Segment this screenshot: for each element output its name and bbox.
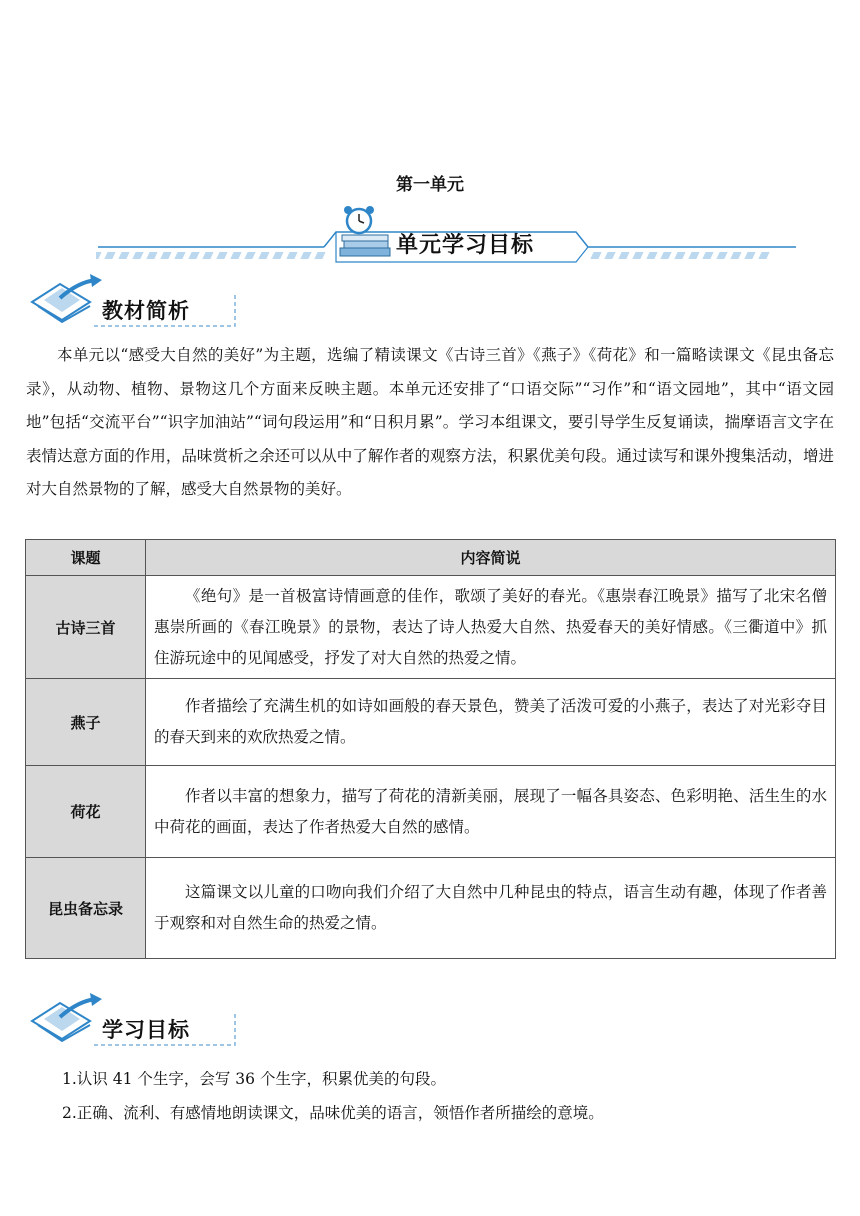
- row-topic: 古诗三首: [26, 576, 146, 679]
- row-summary: 这篇课文以儿童的口吻向我们介绍了大自然中几种昆虫的特点，语言生动有趣，体现了作者善于观察和对自然生命的热爱之情。: [146, 858, 836, 959]
- table-row: [26, 858, 836, 959]
- row-summary: 《绝句》是一首极富诗情画意的佳作，歌颂了美好的春光。《惠崇春江晚景》描写了北宋名僧惠崇所画的《春江晚景》的景物，表达了诗人热爱大自然、热爱春天的美好情感。《三衢道中》抓住游玩途中的见闻感受，抒发了对大自然的热爱之情。: [146, 576, 836, 679]
- unit-title: 第一单元: [396, 175, 464, 195]
- books-icon: [340, 235, 390, 256]
- column-header-topic: 课题: [26, 540, 146, 576]
- alarm-clock-icon: [344, 206, 374, 233]
- goals-list: [62, 1062, 604, 1130]
- table-row: [26, 766, 836, 858]
- table-row: [26, 576, 836, 679]
- section-heading-label: 教材简析: [102, 299, 190, 323]
- banner-right-stripe: [590, 252, 769, 259]
- section-heading-label: 学习目标: [102, 1018, 190, 1042]
- intro-paragraph: 本单元以“感受大自然的美好”为主题，选编了精读课文《古诗三首》《燕子》《荷花》和一篇略读课文《昆虫备忘录》，从动物、植物、景物这几个方面来反映主题。本单元还安排了“口语交际”“习作”和“语文园地”，其中“语文园地”包括“交流平台”“识字加油站”“词句段运用”和“日积月累”。学习本组课文，要引导学生反复诵读，揣摩语言文字在表情达意方面的作用，品味赏析之余还可以从中了解作者的观察方法，积累优美句段。通过读写和课外搜集活动，增进对大自然景物的了解，感受大自然景物的美好。: [26, 346, 834, 498]
- column-header-summary: 内容简说: [146, 540, 836, 576]
- table-row: [26, 679, 836, 766]
- lesson-table: [25, 539, 836, 959]
- row-topic: 燕子: [26, 679, 146, 766]
- goal-item: 2.正确、流利、有感情地朗读课文，品味优美的语言，领悟作者所描绘的意境。: [62, 1104, 604, 1122]
- banner-left-stripe: [96, 252, 326, 259]
- row-topic: 荷花: [26, 766, 146, 858]
- goal-item: 1.认识 41 个生字，会写 36 个生字，积累优美的句段。: [62, 1070, 446, 1088]
- row-summary: 作者描绘了充满生机的如诗如画般的春天景色，赞美了活泼可爱的小燕子，表达了对光彩夺目的春天到来的欢欣热爱之情。: [146, 679, 836, 766]
- row-topic: 昆虫备忘录: [26, 858, 146, 959]
- table-header-row: [26, 540, 836, 576]
- section-heading-analysis: [30, 274, 240, 330]
- banner-title: 单元学习目标: [396, 233, 535, 258]
- row-summary: 作者以丰富的想象力，描写了荷花的清新美丽，展现了一幅各具姿态、色彩明艳、活生生的水中荷花的画面，表达了作者热爱大自然的感情。: [146, 766, 836, 858]
- section-heading-goals: [30, 993, 240, 1049]
